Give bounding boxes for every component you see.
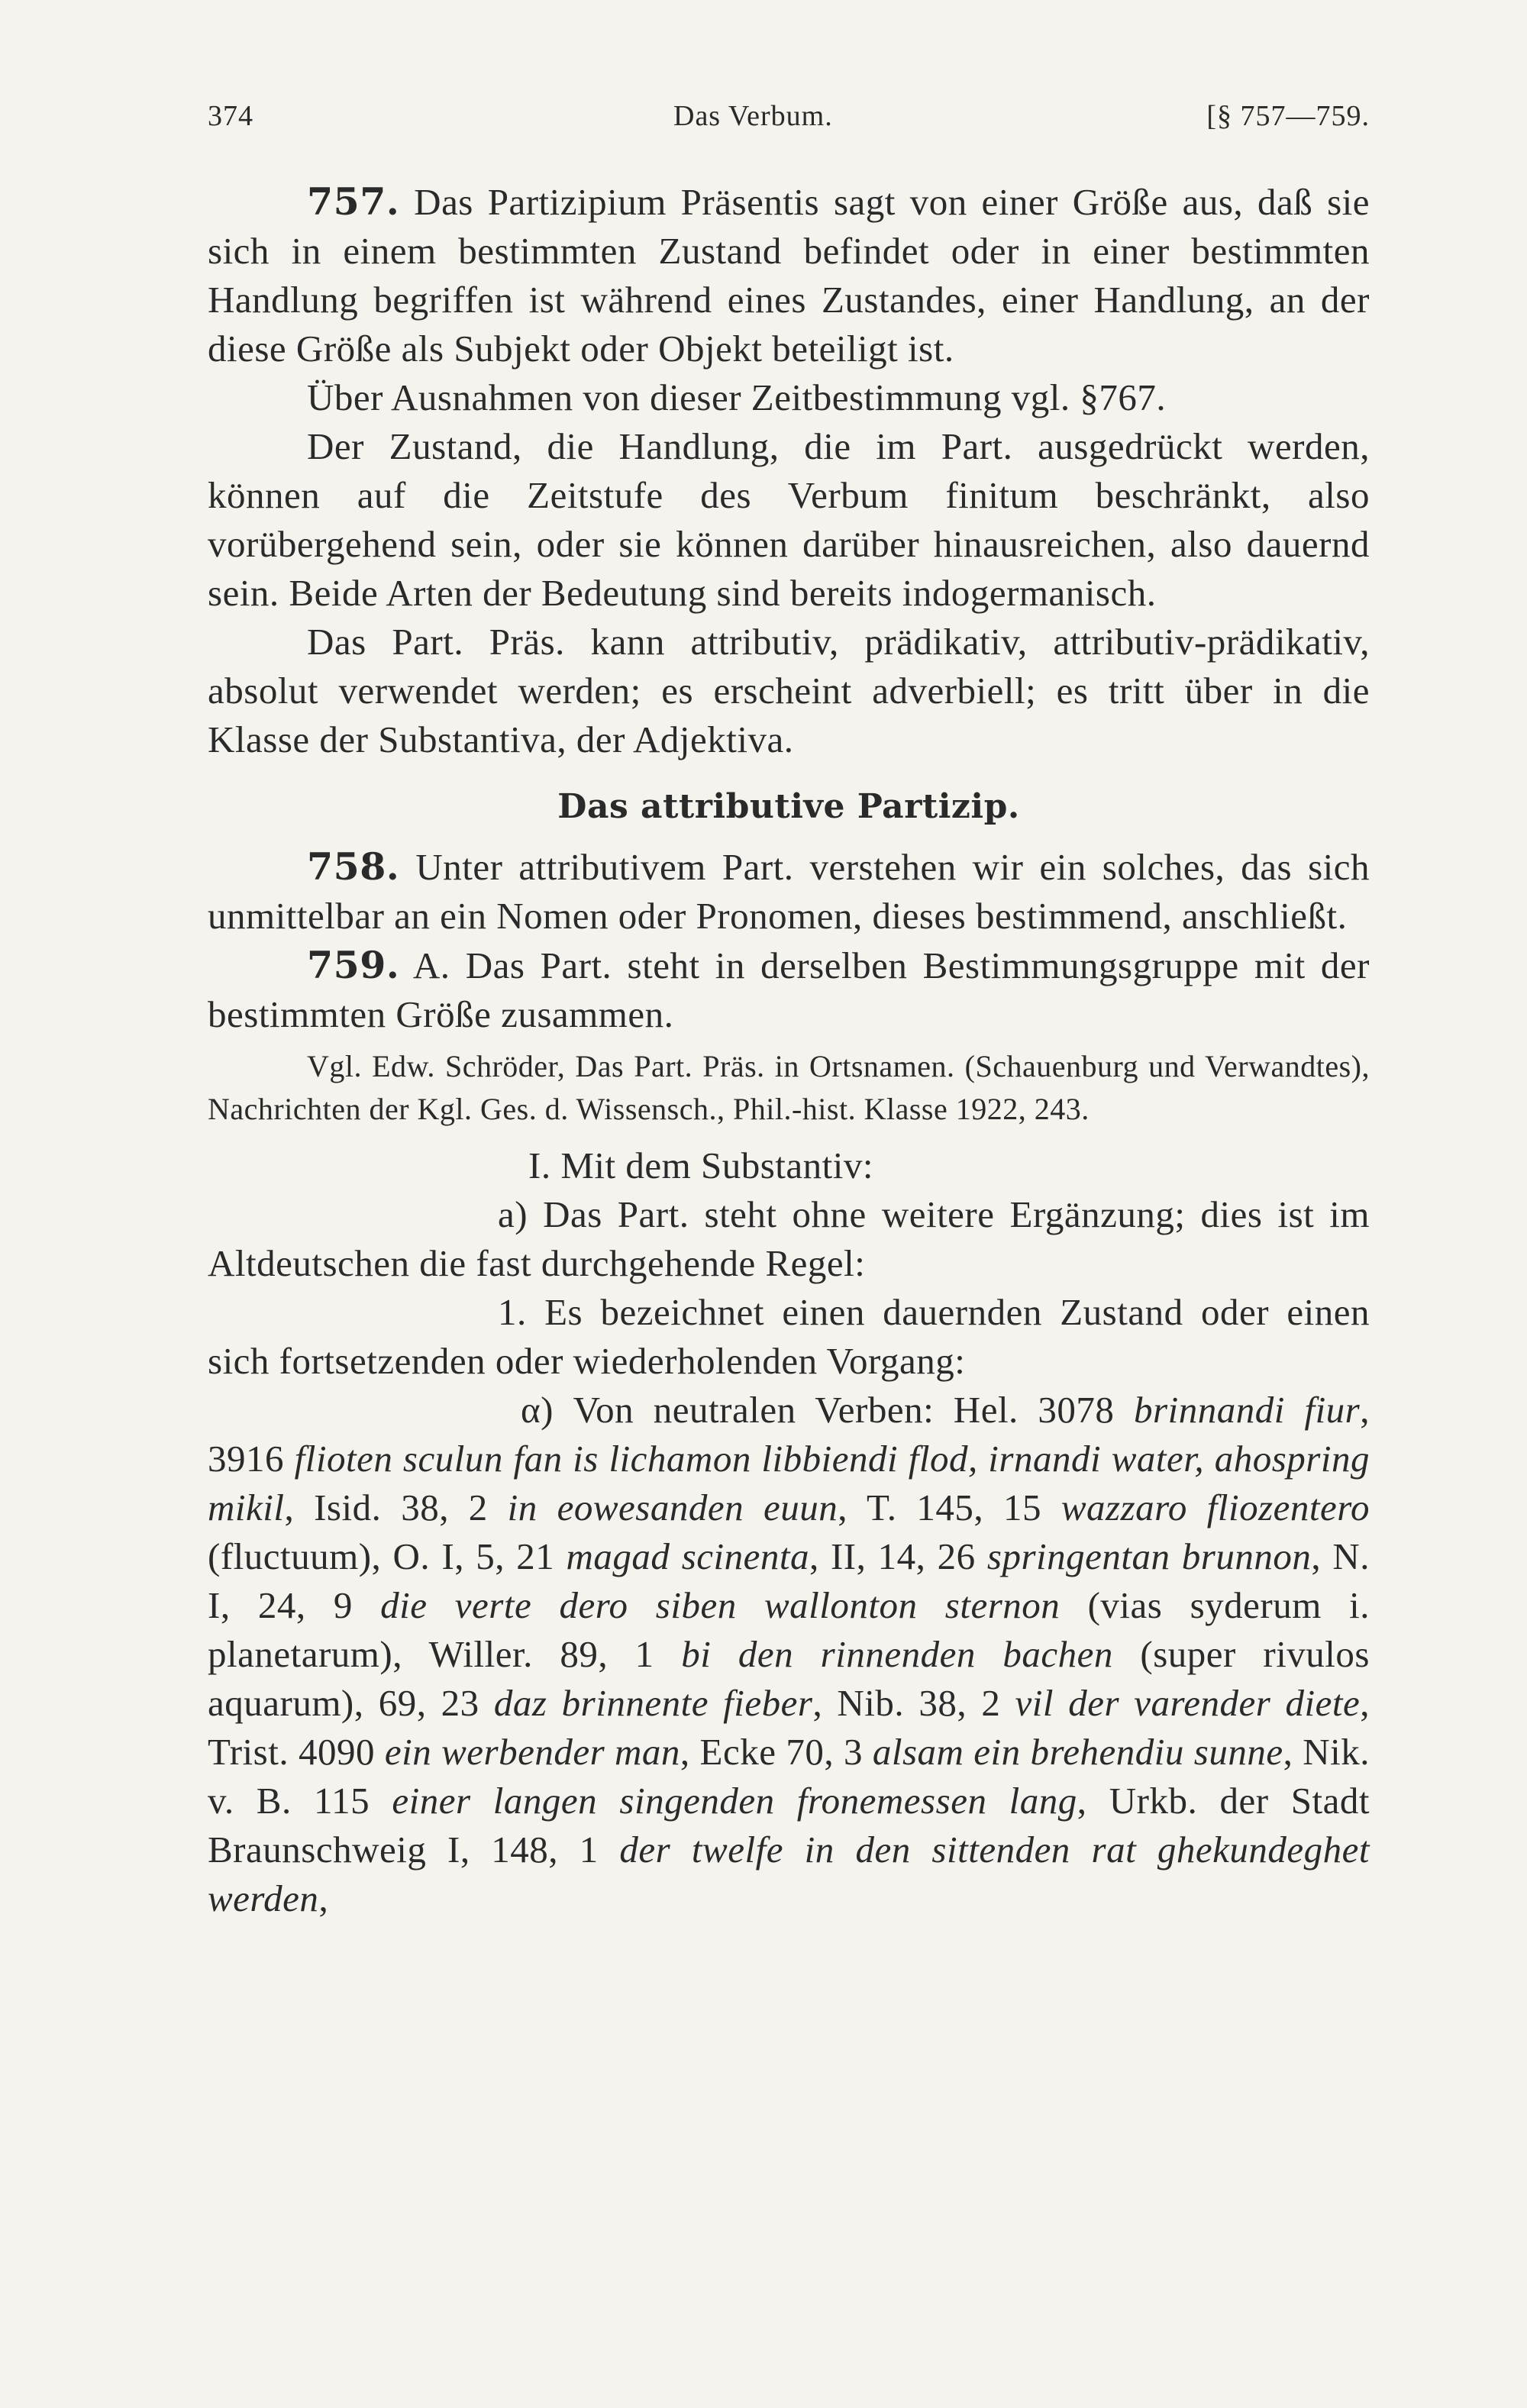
example-citation: , II, 14, 26 xyxy=(809,1535,987,1577)
example-quote: bi den rinnenden bachen xyxy=(681,1633,1113,1675)
example-quote: alsam ein brehendiu sunne xyxy=(872,1731,1283,1773)
example-quote: flioten sculun fan is lichamon libbiendi flod, irnandi water, ahospring mikil xyxy=(208,1438,1370,1528)
section-range: [§ 757—759. xyxy=(1206,100,1370,132)
example-quote: der twelfe in den sittenden rat ghekundeghet werden xyxy=(208,1829,1370,1919)
example-citation: , 3916 xyxy=(208,1389,1370,1480)
subheading-i: I. Mit dem Substantiv: xyxy=(528,1144,873,1186)
example-citation: , Isid. 38, 2 xyxy=(284,1486,508,1528)
body-text xyxy=(208,177,1370,1923)
example-quote: magad scinenta xyxy=(566,1535,809,1577)
page-number: 374 xyxy=(208,100,253,132)
example-citation: , N. I, 24, 9 xyxy=(208,1535,1370,1626)
paragraph-757-ref: Über Ausnahmen von dieser Zeitbestimmung vgl. §767. xyxy=(307,376,1167,418)
example-quote: einer langen singenden fronemessen lang xyxy=(392,1780,1077,1822)
section-heading: Das attributive Partizip. xyxy=(557,787,1020,826)
example-citation: , Nik. v. B. 115 xyxy=(208,1731,1370,1822)
example-citation: , Urkb. der Stadt Braunschweig I, 148, 1 xyxy=(208,1780,1370,1871)
section-number: 759. xyxy=(307,943,400,987)
section-number: 757. xyxy=(307,179,400,224)
example-citation: (fluctuum), O. I, 5, 21 xyxy=(208,1535,567,1577)
example-citation: , Nib. 38, 2 xyxy=(812,1682,1015,1724)
examples-paragraph xyxy=(208,1386,1370,1923)
alpha-label: α) Von neutralen Verben: Hel. 3078 xyxy=(521,1389,1115,1431)
paragraph-758 xyxy=(208,842,1370,941)
subsection-a: a) Das Part. steht ohne weitere Ergänzung; dies ist im Altdeutschen die fast durchgehende Regel: xyxy=(208,1193,1370,1284)
reference-note: Vgl. Edw. Schröder, Das Part. Präs. in Ortsnamen. (Schauenburg und Verwandtes), Nachrichten der Kgl. Ges. d. Wissensch., Phil.-hist. Klasse 1922, 243. xyxy=(208,1049,1370,1126)
example-quote: wazzaro fliozentero xyxy=(1061,1486,1370,1528)
example-quote: daz brinnente fieber xyxy=(493,1682,813,1724)
example-quote: in eowesanden euun xyxy=(507,1486,838,1528)
examples-list xyxy=(208,1389,1370,1919)
section-number: 758. xyxy=(307,844,400,889)
paragraph-text: A. Das Part. steht in derselben Bestimmungsgruppe mit der bestimmten Größe zusammen. xyxy=(208,944,1370,1035)
example-quote: springentan brunnon xyxy=(986,1535,1312,1577)
example-quote: ein werbender man xyxy=(384,1731,680,1773)
paragraph-757-b: Der Zustand, die Handlung, die im Part. ausgedrückt werden, können auf die Zeitstufe des Verbum finitum beschränkt, also vorübergehend sein, oder sie können darüber hinausreichen, also dauernd sein. Beide Arten der Bedeutung sind bereits indogermanisch. xyxy=(208,425,1370,614)
subsection-1: 1. Es bezeichnet einen dauernden Zustand oder einen sich fortsetzenden oder wiederholenden Vorgang: xyxy=(208,1291,1370,1382)
example-citation: , T. 145, 15 xyxy=(838,1486,1061,1528)
example-citation: , Ecke 70, 3 xyxy=(680,1731,873,1773)
example-citation: , Trist. 4090 xyxy=(208,1682,1370,1773)
paragraph-759 xyxy=(208,941,1370,1039)
paragraph-757-c: Das Part. Präs. kann attributiv, prädikativ, attributiv-prädikativ, absolut verwendet werden; es erscheint adverbiell; es tritt über in die Klasse der Substantiva, der Adjektiva. xyxy=(208,621,1370,760)
example-quote: die verte dero siben wallonton sternon xyxy=(380,1584,1061,1626)
example-citation: (vias syderum i. planetarum), Willer. 89, 1 xyxy=(208,1584,1370,1675)
paragraph-text: Das Partizipium Präsentis sagt von einer Größe aus, daß sie sich in einem bestimmten Zustand befindet oder in einer bestimmten Handlung begriffen ist während eines Zustandes, einer Handlung, an der diese Größe als Subjekt oder Objekt beteiligt ist. xyxy=(208,181,1370,370)
running-title: Das Verbum. xyxy=(673,100,833,132)
running-header xyxy=(208,99,1370,145)
paragraph-757 xyxy=(208,177,1370,373)
example-quote: brinnandi fiur xyxy=(1134,1389,1361,1431)
paragraph-text: Unter attributivem Part. verstehen wir ein solches, das sich unmittelbar an ein Nomen oder Pronomen, dieses bestimmend, anschließt. xyxy=(208,846,1370,937)
example-citation: (super rivulos aquarum), 69, 23 xyxy=(208,1633,1370,1724)
example-citation: , xyxy=(318,1877,329,1919)
example-quote: vil der varender diete xyxy=(1015,1682,1361,1724)
